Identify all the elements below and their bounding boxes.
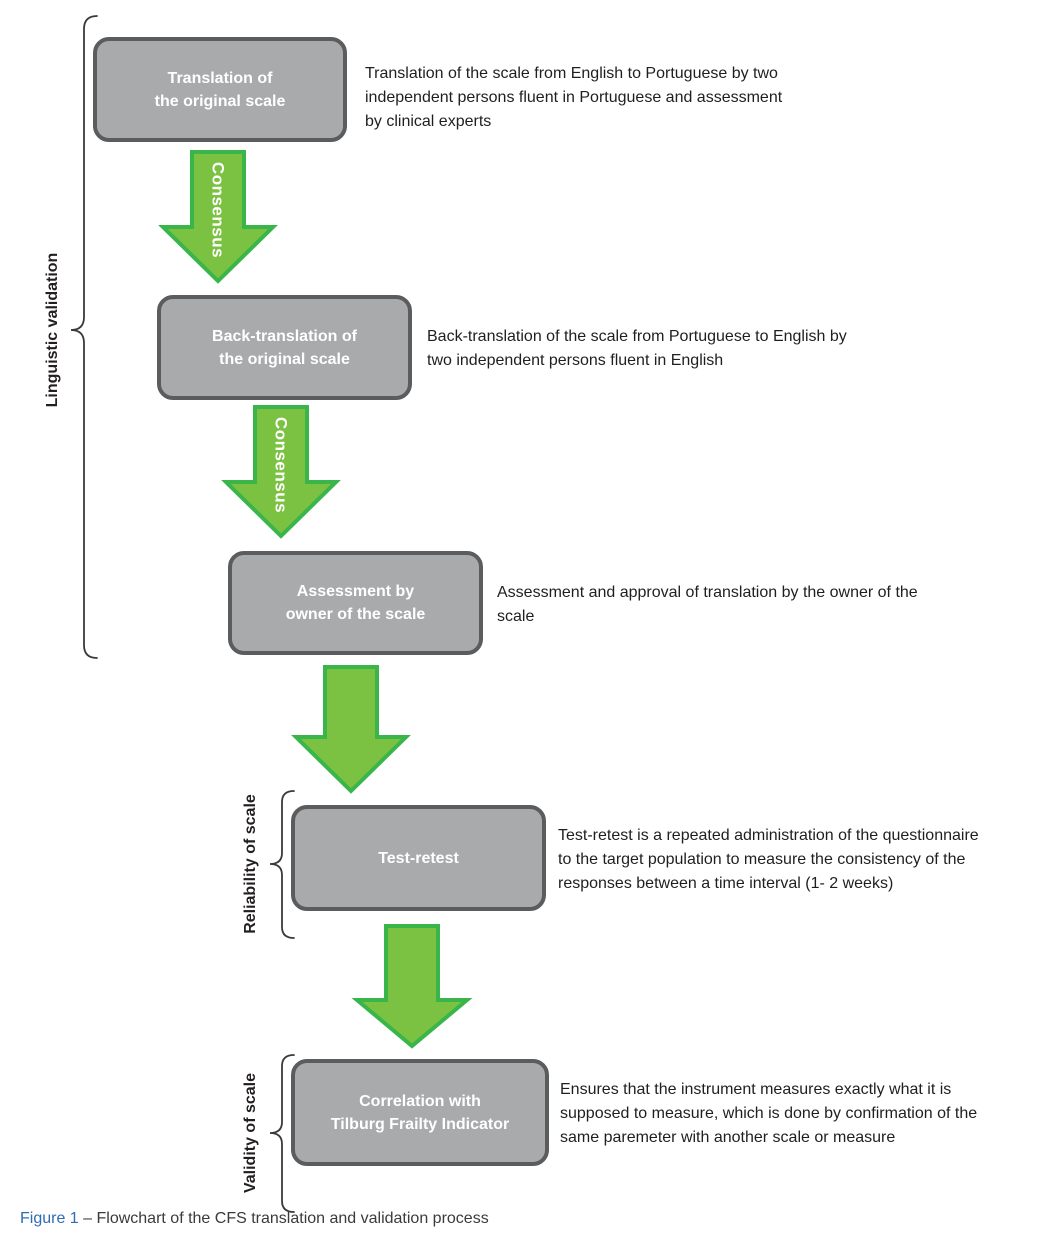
description-test-retest — [558, 824, 979, 896]
description-line: supposed to measure, which is done by confirmation of the — [560, 1105, 978, 1122]
down-arrow-4 — [357, 926, 467, 1046]
flow-box-translation — [93, 37, 347, 142]
flow-box-label-line: Assessment by — [296, 583, 415, 600]
description-line: Translation of the scale from English to Portuguese by two — [365, 65, 778, 82]
section-label-validity-of-scale: Validity of scale — [242, 1072, 259, 1194]
description-line: Ensures that the instrument measures exactly what it is — [560, 1081, 952, 1098]
consensus-label-1: Consensus — [208, 161, 228, 259]
section-label-linguistic-validation: Linguistic validation — [44, 252, 61, 408]
description-line: Test-retest is a repeated administration of the questionnaire — [558, 827, 979, 844]
flow-box-label-line: owner of the scale — [285, 606, 426, 623]
down-arrow-3 — [296, 667, 406, 791]
flow-box-correlation-tilburg — [291, 1059, 549, 1166]
flow-box-label-line: Test-retest — [378, 849, 459, 867]
description-line: Assessment and approval of translation by the owner of the — [497, 584, 918, 601]
flow-box-test-retest — [291, 805, 546, 911]
description-line: two independent persons fluent in English — [427, 352, 724, 369]
description-line: scale — [497, 608, 535, 625]
description-line: by clinical experts — [365, 113, 492, 130]
description-line: independent persons fluent in Portuguese and assessment — [365, 89, 783, 106]
flow-box-assessment-by-owner — [228, 551, 483, 655]
figure-caption-text: – Flowchart of the CFS translation and validation process — [83, 1210, 489, 1227]
description-back-translation — [427, 325, 847, 373]
description-assessment — [497, 581, 918, 629]
section-label-reliability-of-scale: Reliability of scale — [242, 794, 259, 934]
description-line: Back-translation of the scale from Portuguese to English by — [427, 328, 847, 345]
flow-box-label-line: the original scale — [154, 92, 286, 110]
flow-box-label-line: Translation of — [167, 69, 273, 87]
flow-box-label-line: Tilburg Frailty Indicator — [330, 1115, 510, 1133]
figure-caption — [20, 1210, 489, 1228]
flow-box-label-line: the original scale — [219, 350, 350, 368]
description-line: same paremeter with another scale or measure — [560, 1129, 896, 1146]
description-line: responses between a time interval (1- 2 weeks) — [558, 875, 894, 892]
flow-box-label-line: Correlation with — [359, 1092, 481, 1110]
flow-box-label-line: Back-translation of — [212, 327, 357, 345]
consensus-label-2: Consensus — [271, 416, 291, 514]
description-correlation — [560, 1078, 977, 1150]
description-translation — [365, 62, 782, 134]
flow-box-back-translation — [157, 295, 412, 400]
figure-number: Figure 1 — [20, 1210, 79, 1227]
description-line: to the target population to measure the consistency of the — [558, 851, 966, 868]
